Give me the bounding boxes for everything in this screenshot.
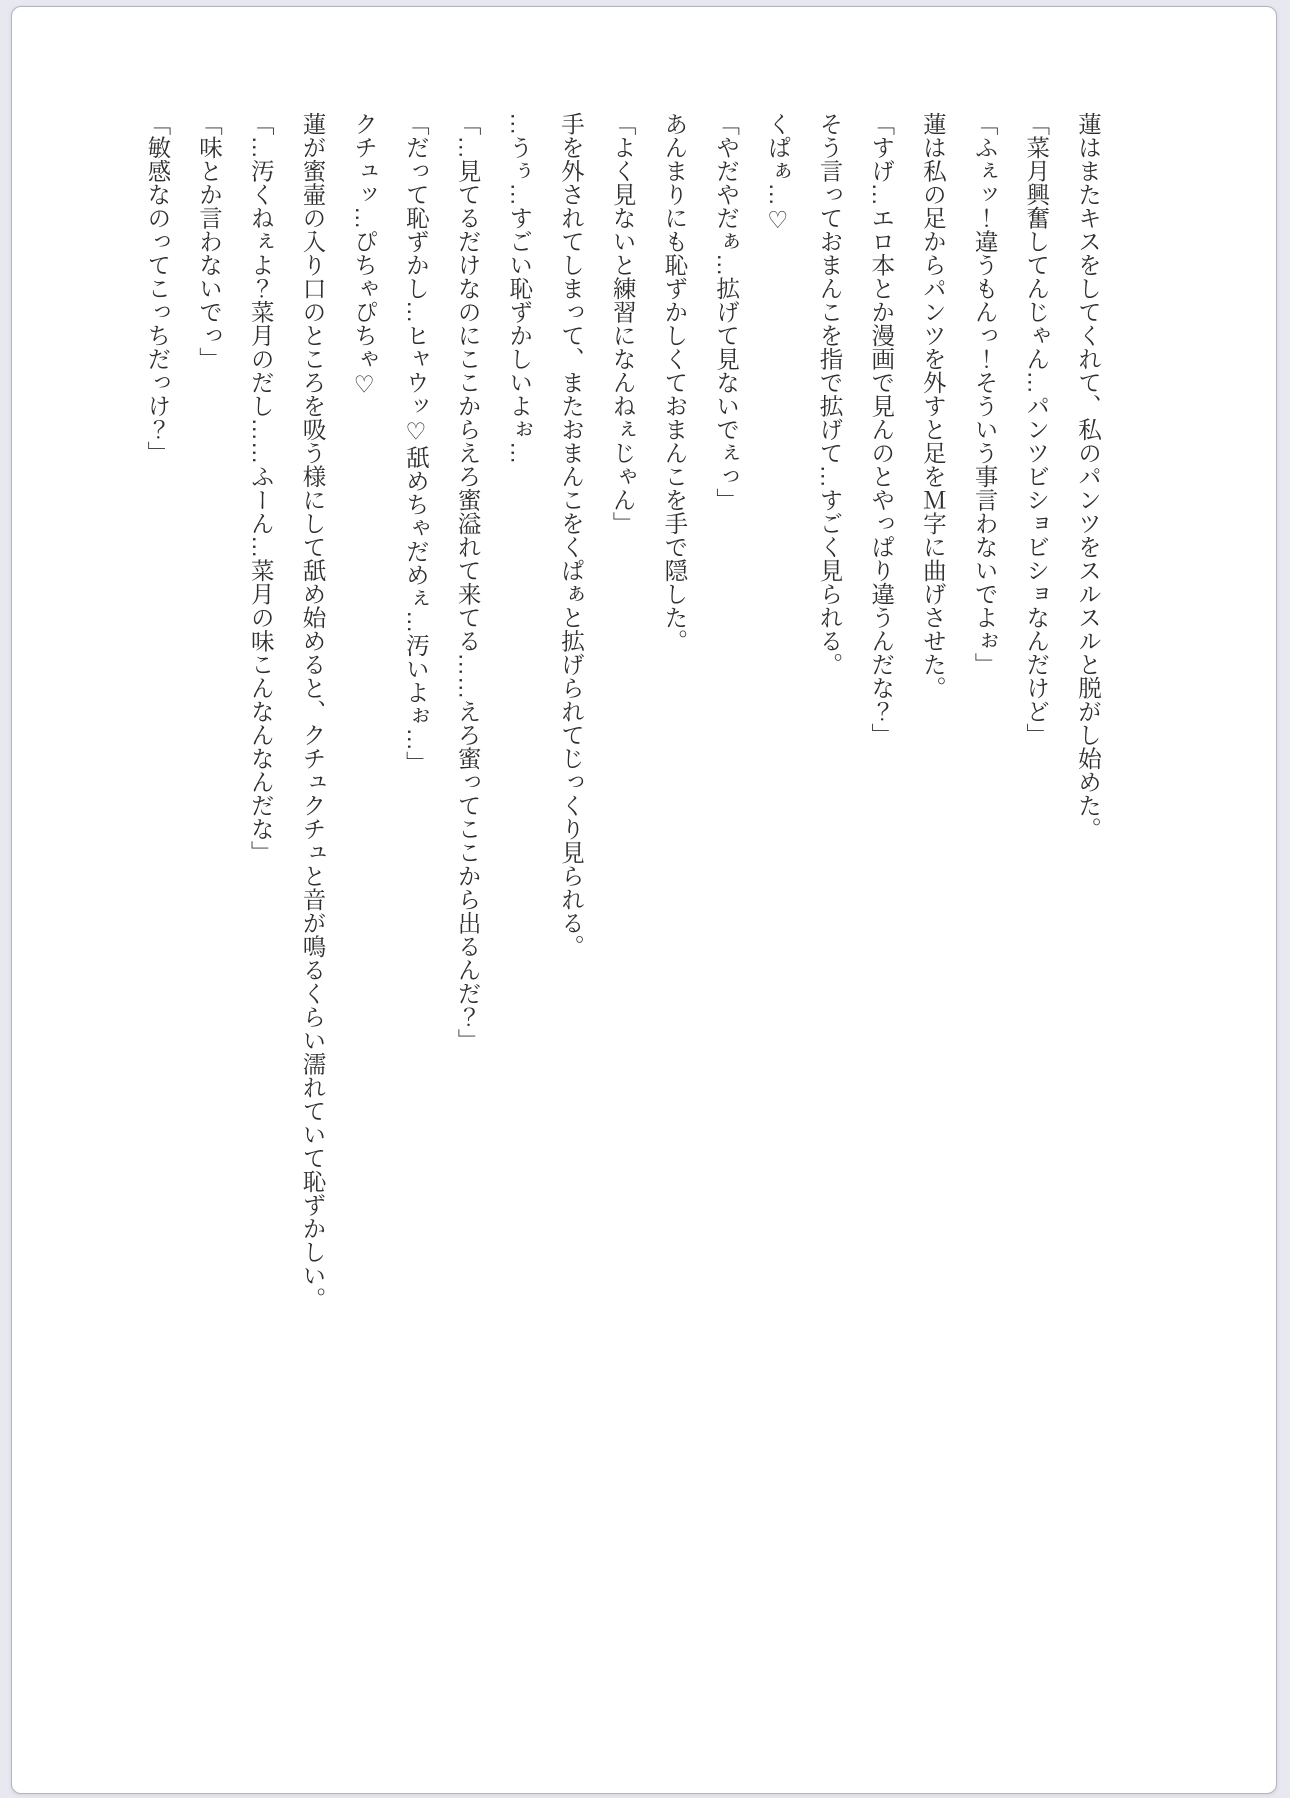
text-line: 手を外されてしまって、またおまんこをくぱぁと拡げられてじっくり見られる。 <box>557 112 584 958</box>
text-line: 「ふぇッ！違うもんっ！そういう事言わないでよぉ」 <box>971 112 998 676</box>
text-line: 「だって恥ずかし…ヒャウッ♡舐めちゃだめぇ…汚いよぉ…」 <box>402 112 429 775</box>
text-line: 「菜月興奮してんじゃん…パンツビショビショなんだけど」 <box>1023 112 1050 747</box>
text-line: 蓮はまたキスをしてくれて、私のパンツをスルスルと脱がし始めた。 <box>1075 112 1101 841</box>
text-line: クチュッ…ぴちゃぴちゃ♡ <box>351 112 378 399</box>
text-line: 「味とか言わないでっ」 <box>196 112 223 371</box>
text-body <box>12 7 1276 1507</box>
document-page <box>11 6 1277 1794</box>
text-line: 「敏感なのってこっちだっけ？」 <box>144 112 171 465</box>
text-line: 蓮が蜜壷の入り口のところを吸う様にして舐め始めると、クチュクチュと音が鳴るくらい濡れていて恥ずかしい。 <box>299 112 326 1311</box>
text-line: あんまりにも恥ずかしくておまんこを手で隠した。 <box>661 112 688 653</box>
text-line: 「…汚くねぇよ？菜月のだし……ふーん…菜月の味こんなんなんだな」 <box>247 112 274 864</box>
text-line: 「やだやだぁ…拡げて見ないでぇっ」 <box>713 112 740 512</box>
text-line: 「よく見ないと練習になんねぇじゃん」 <box>609 112 636 535</box>
text-line: くぱぁ…♡ <box>764 112 791 234</box>
text-line: 蓮は私の足からパンツを外すと足をＭ字に曲げさせた。 <box>919 112 946 700</box>
text-line: …うぅ…すごい恥ずかしいよぉ… <box>506 112 533 465</box>
text-line: そう言っておまんこを指で拡げて…すごく見られる。 <box>816 112 843 676</box>
text-line: 「すげ…エロ本とか漫画で見んのとやっぱり違うんだな？」 <box>868 112 895 747</box>
text-line: 「…見てるだけなのにここからえろ蜜溢れて来てる……えろ蜜ってここから出るんだ？」 <box>454 112 481 1052</box>
